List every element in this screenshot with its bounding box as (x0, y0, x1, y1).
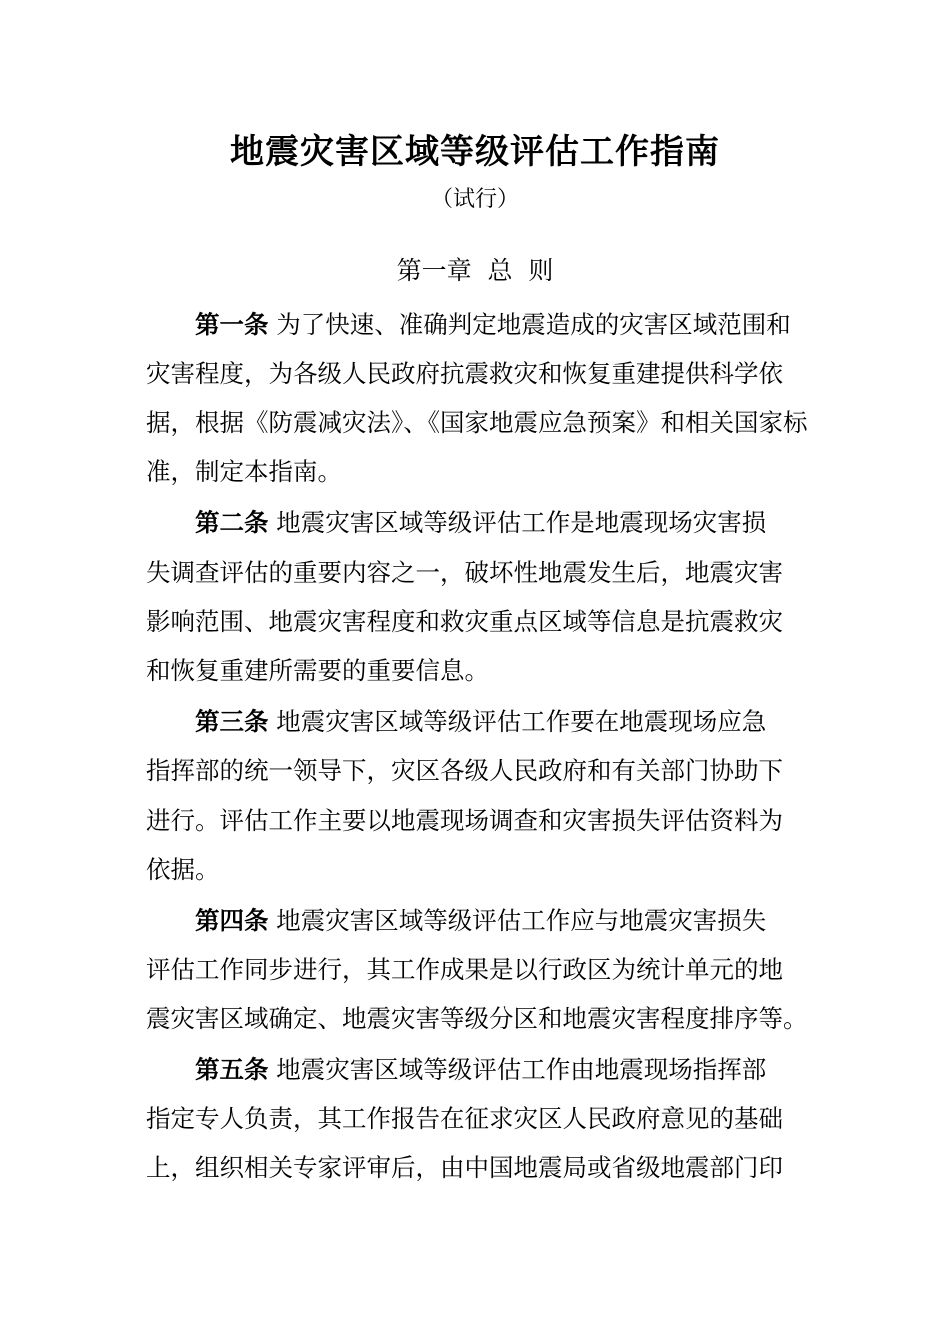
article-label: 第四条 (195, 906, 269, 935)
article-text-line: 进行。评估工作主要以地震现场调查和灾害损失评估资料为 (146, 806, 783, 835)
article-first-line (195, 704, 766, 740)
article-label: 第五条 (195, 1055, 269, 1084)
article-first-line (195, 505, 766, 541)
article-label: 第一条 (195, 310, 269, 339)
article-text-line: 评估工作同步进行，其工作成果是以行政区为统计单元的地 (146, 955, 783, 984)
article-first-line (195, 307, 791, 343)
article-first-line (195, 903, 766, 939)
article-text-line: 上，组织相关专家评审后，由中国地震局或省级地震部门印 (146, 1153, 783, 1182)
article-text-line: 指挥部的统一领导下，灾区各级人民政府和有关部门协助下 (146, 756, 783, 785)
article-text: 地震灾害区域等级评估工作由地震现场指挥部 (276, 1055, 767, 1084)
article-text-line: 指定专人负责，其工作报告在征求灾区人民政府意见的基础 (146, 1104, 783, 1133)
article-text: 地震灾害区域等级评估工作是地震现场灾害损 (276, 508, 767, 537)
article-text-line: 依据。 (146, 855, 220, 884)
article-first-line (195, 1052, 766, 1088)
article-text: 地震灾害区域等级评估工作应与地震灾害损失 (276, 906, 767, 935)
document-subtitle: （试行） (430, 187, 519, 212)
article-text-line: 影响范围、地震灾害程度和救灾重点区域等信息是抗震救灾 (146, 607, 783, 636)
article-text: 为了快速、准确判定地震造成的灾害区域范围和 (276, 310, 791, 339)
document-title: 地震灾害区域等级评估工作指南 (230, 132, 720, 172)
article-text-line: 灾害程度，为各级人民政府抗震救灾和恢复重建提供科学依 (146, 359, 783, 388)
article-text-line: 失调查评估的重要内容之一，破坏性地震发生后，地震灾害 (146, 558, 783, 587)
article-text: 地震灾害区域等级评估工作要在地震现场应急 (276, 707, 767, 736)
article-text-line: 据，根据《防震减灾法》、《国家地震应急预案》和相关国家标 (146, 408, 808, 437)
article-text-line: 震灾害区域确定、地震灾害等级分区和地震灾害程度排序等。 (146, 1004, 808, 1033)
article-label: 第三条 (195, 707, 269, 736)
article-label: 第二条 (195, 508, 269, 537)
article-text-line: 准，制定本指南。 (146, 457, 342, 486)
chapter-heading: 第一章 总 则 (396, 256, 554, 285)
article-text-line: 和恢复重建所需要的重要信息。 (146, 656, 489, 685)
